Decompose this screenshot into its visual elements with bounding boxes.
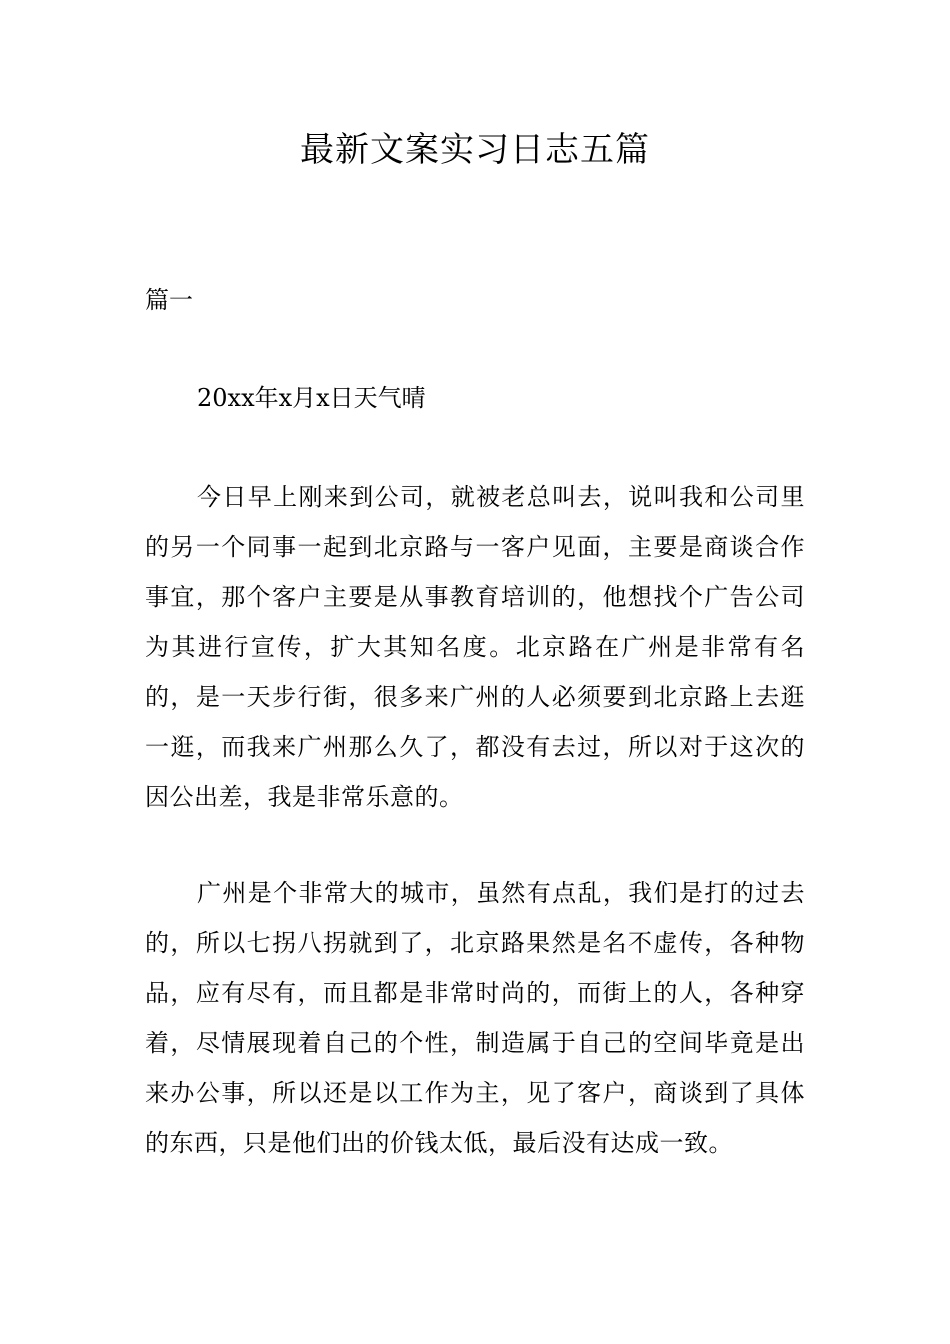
section-label: 篇一 [145, 286, 193, 314]
document-title: 最新文案实习日志五篇 [300, 130, 650, 170]
body-paragraph: 广州是个非常大的城市，虽然有点乱，我们是打的过去的，所以七拐八拐就到了，北京路果然是名不虚传，各种物品，应有尽有，而且都是非常时尚的，而街上的人，各种穿着，尽情展现着自己的个性，制造属于自己的空间毕竟是出来办公事，所以还是以工作为主，见了客户，商谈到了具体的东西，只是他们出的价钱太低，最后没有达成一致。 [145, 879, 805, 1157]
diary-date-line: 20xx年x月x日天气晴 [197, 384, 426, 412]
body-paragraph: 今日早上刚来到公司，就被老总叫去，说叫我和公司里的另一个同事一起到北京路与一客户见面，主要是商谈合作事宜，那个客户主要是从事教育培训的，他想找个广告公司为其进行宣传，扩大其知名度。北京路在广州是非常有名的，是一天步行街，很多来广州的人必须要到北京路上去逛一逛，而我来广州那么久了，都没有去过，所以对于这次的因公出差，我是非常乐意的。 [145, 483, 805, 811]
